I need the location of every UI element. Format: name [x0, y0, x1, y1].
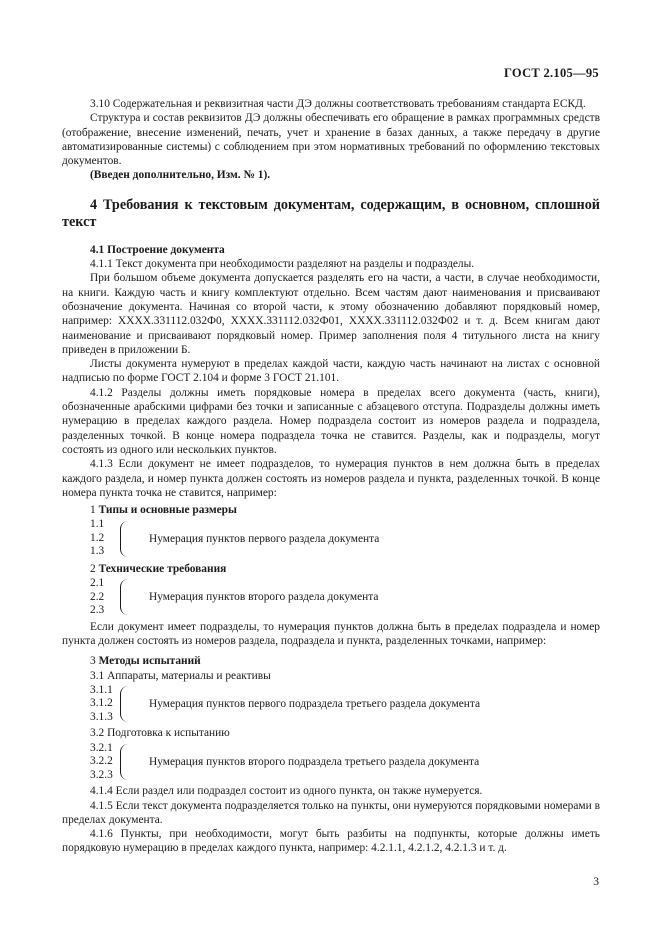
paragraph-4-1-5: 4.1.5 Если текст документа подразделяется только на пункты, они нумеруются порядковыми номерами в пределах документа.: [62, 799, 600, 826]
item-number: 2.1: [90, 577, 105, 590]
example-numbering-block-1: [62, 518, 600, 559]
page-number: 3: [593, 876, 599, 888]
item-numbers: [90, 518, 118, 559]
example-section-3-title: [62, 654, 600, 668]
example-subsection-3-1-title: 3.1 Аппараты, материалы и реактивы: [90, 669, 271, 682]
example-section-name: Технические требования: [98, 562, 227, 575]
subsection-4-1-title: 4.1 Построение документа: [90, 243, 225, 256]
brace-icon: [120, 686, 131, 722]
paragraph-4-1-1-parts: При большом объеме документа допускается разделять его на части, а части, в случае необходимости, на книги. Каждую часть и книгу комплектуют отдельно. Всем частям дают наименования и присваивают обозначение документа. Начиная со второй части, к этому обозначению добавляют порядковый номер, например: ХХХХ.331112.032Ф0, ХХХХ.331112.032Ф01, ХХХХ.331112.032Ф02 и т. д. Всем книгам дают наименование и присваивают порядковый номер. Пример заполнения поля 4 титульного листа на книгу приведен в приложении Б.: [62, 272, 600, 356]
example-numbering-block-2: [62, 577, 600, 618]
example-section-number: 3: [90, 655, 96, 668]
example-section-name: Типы и основные размеры: [98, 504, 237, 517]
item-number: 3.1.1: [90, 683, 113, 696]
item-number: 3.2.1: [90, 741, 113, 754]
item-number: 3.1.2: [90, 697, 113, 710]
numbering-description: Нумерация пунктов первого раздела документа: [149, 532, 380, 545]
example-section-number: 2: [90, 562, 96, 575]
item-numbers: [90, 684, 118, 725]
item-number: 3.2.2: [90, 755, 113, 768]
paragraph-4-1-4: 4.1.4 Если раздел или подраздел состоит из одного пункта, он также нумеруется.: [90, 785, 483, 798]
paragraph-3-10: 3.10 Содержательная и реквизитная части ДЭ должны соответствовать требованиям стандарта ЕСКД.: [90, 98, 586, 110]
brace-icon: [120, 521, 131, 557]
example-section-2-title: [62, 562, 600, 576]
paragraph-structure: Структура и состав реквизитов ДЭ должны обеспечивать его обращение в рамках программных средств (отображение, внесение изменений, печать, учет и хранение в базах данных, а также передачу в другие автоматизированные системы) с соблюдением при этом нормативных требований по оформлению текстовых документов.: [62, 112, 600, 168]
numbering-description: Нумерация пунктов второго раздела документа: [149, 591, 379, 604]
paragraph-4-1-3: 4.1.3 Если документ не имеет подразделов, то нумерация пунктов в нем должна быть в пределах каждого раздела, и номер пункта должен состоять из номеров раздела и пункта, разделенных точкой. В конце номера пункта точка не ставится, например:: [62, 458, 600, 499]
item-number: 2.2: [90, 590, 105, 603]
paragraph-4-1-2: 4.1.2 Разделы должны иметь порядковые номера в пределах всего документа (часть, книги), обозначенные арабскими цифрами без точки и записанные с абзацевого отступа. Подразделы должны иметь нумерацию в пределах каждого раздела. Номер подраздела состоит из номеров раздела и подраздела, разделенных точкой. В конце номера подраздела точка не ставится. Разделы, как и подразделы, могут состоять из одного или нескольких пунктов.: [62, 386, 600, 456]
example-numbering-block-3-2: [62, 742, 600, 783]
page-content: [62, 97, 600, 856]
brace-icon: [120, 744, 131, 780]
example-section-name: Методы испытаний: [98, 655, 201, 668]
paragraph-4-1-3-subsections: Если документ имеет подразделы, то нумерация пунктов должна быть в пределах подраздела и номер пункта должен состоять из номеров раздела, подраздела и пункта, разделенных точками, например:: [62, 620, 600, 648]
example-numbering-block-3-1: [62, 684, 600, 725]
paragraph-4-1-1: 4.1.1 Текст документа при необходимости разделяют на разделы и подразделы.: [90, 258, 475, 271]
example-section-1-title: [62, 503, 600, 517]
brace-icon: [120, 579, 131, 615]
item-number: 1.1: [90, 518, 105, 531]
item-number: 3.2.3: [90, 768, 113, 781]
section-4-title: 4 Требования к текстовым документам, содержащим, в основном, сплошной текст: [62, 196, 600, 230]
item-number: 1.3: [90, 545, 105, 558]
numbering-description: Нумерация пунктов второго подраздела третьего раздела документа: [149, 755, 480, 768]
example-section-number: 1: [90, 504, 96, 517]
item-number: 1.2: [90, 531, 105, 544]
document-code-header: ГОСТ 2.105—95: [503, 66, 599, 80]
paragraph-4-1-6: 4.1.6 Пункты, при необходимости, могут быть разбиты на подпункты, которые должны иметь порядковую нумерацию в пределах каждого пункта, например: 4.2.1.1, 4.2.1.2, 4.2.1.3 и т. д.: [62, 828, 600, 855]
item-number: 2.3: [90, 604, 105, 617]
item-number: 3.1.3: [90, 710, 113, 723]
item-numbers: [90, 577, 118, 618]
paragraph-4-1-1-sheets: Листы документа нумеруют в пределах каждой части, каждую часть начинают на листах с основной надписью по форме ГОСТ 2.104 и форме 3 ГОСТ 21.101.: [62, 358, 600, 385]
numbering-description: Нумерация пунктов первого подраздела третьего раздела документа: [149, 698, 481, 710]
amendment-note: (Введен дополнительно, Изм. № 1).: [90, 169, 271, 182]
example-subsection-3-2-title: 3.2 Подготовка к испытанию: [90, 727, 230, 740]
item-numbers: [90, 742, 118, 783]
